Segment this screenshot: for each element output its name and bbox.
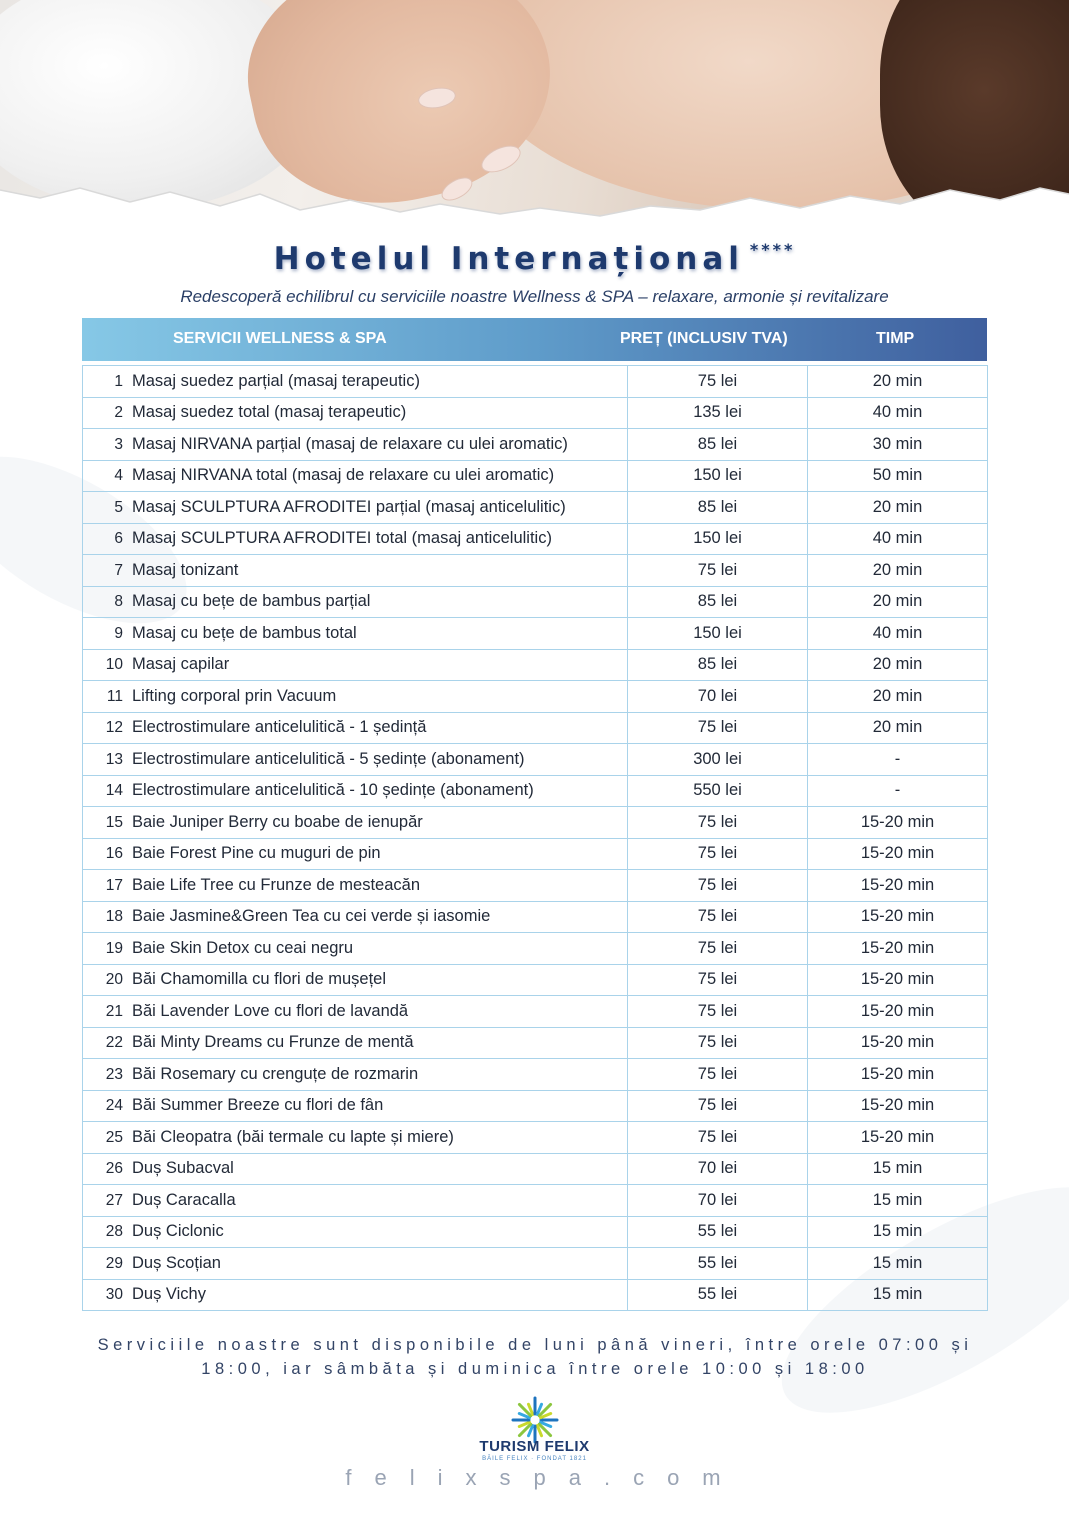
- price-cell: 75 lei: [628, 1059, 808, 1091]
- row-number: 23: [105, 1065, 123, 1083]
- service-name: Baie Juniper Berry cu boabe de ienupăr: [132, 812, 423, 831]
- service-name: Electrostimulare anticelulitică - 1 ședință: [132, 718, 427, 737]
- service-name: Masaj tonizant: [132, 560, 239, 579]
- header-service: SERVICII WELLNESS & SPA: [173, 330, 387, 347]
- service-cell: [83, 838, 628, 870]
- price-cell: 150 lei: [628, 523, 808, 555]
- table-row: [83, 838, 988, 870]
- services-table: [82, 365, 988, 1311]
- table-row: [83, 807, 988, 839]
- service-cell: [83, 681, 628, 713]
- row-number: 8: [114, 593, 123, 611]
- service-cell: [83, 807, 628, 839]
- price-cell: 70 lei: [628, 1185, 808, 1217]
- time-cell: 15-20 min: [808, 901, 988, 933]
- time-cell: 15-20 min: [808, 1122, 988, 1154]
- price-cell: 75 lei: [628, 1090, 808, 1122]
- row-number: 25: [105, 1128, 123, 1146]
- price-cell: 70 lei: [628, 681, 808, 713]
- table-row: [83, 681, 988, 713]
- service-cell: [83, 1090, 628, 1122]
- time-cell: 20 min: [808, 555, 988, 587]
- time-cell: 15-20 min: [808, 996, 988, 1028]
- table-row: [83, 870, 988, 902]
- website-link[interactable]: felixspa.com: [345, 1465, 744, 1490]
- torn-paper-edge: [0, 180, 1069, 240]
- service-cell: [83, 555, 628, 587]
- table-row: [83, 933, 988, 965]
- service-cell: [83, 1027, 628, 1059]
- table-row: [83, 775, 988, 807]
- table-row: [83, 1122, 988, 1154]
- service-name: Băi Minty Dreams cu Frunze de mentă: [132, 1033, 414, 1052]
- service-name: Masaj SCULPTURA AFRODITEI parțial (masaj anticelulitic): [132, 497, 566, 516]
- row-number: 7: [114, 561, 123, 579]
- time-cell: 15-20 min: [808, 807, 988, 839]
- price-cell: 75 lei: [628, 366, 808, 398]
- time-cell: 20 min: [808, 649, 988, 681]
- table-row: [83, 1153, 988, 1185]
- time-cell: 15-20 min: [808, 870, 988, 902]
- service-name: Duș Caracalla: [132, 1190, 236, 1209]
- time-cell: -: [808, 775, 988, 807]
- service-cell: [83, 397, 628, 429]
- opening-hours-note: Serviciile noastre sunt disponibile de luni până vineri, între orele 07:00 și 18:00, iar sâmbăta și duminica între orele 10:00 și 18:00: [97, 1336, 973, 1378]
- service-name: Lifting corporal prin Vacuum: [132, 686, 337, 705]
- row-number: 9: [114, 624, 123, 642]
- service-cell: [83, 1248, 628, 1280]
- service-cell: [83, 1122, 628, 1154]
- service-name: Masaj suedez parțial (masaj terapeutic): [132, 371, 420, 390]
- service-name: Masaj NIRVANA total (masaj de relaxare cu ulei aromatic): [132, 466, 555, 485]
- service-cell: [83, 1279, 628, 1311]
- service-name: Duș Scoțian: [132, 1253, 221, 1272]
- time-cell: 15-20 min: [808, 1027, 988, 1059]
- table-row: [83, 523, 988, 555]
- table-row: [83, 1090, 988, 1122]
- table-row: [83, 996, 988, 1028]
- service-cell: [83, 1153, 628, 1185]
- price-cell: 75 lei: [628, 901, 808, 933]
- table-row: [83, 1185, 988, 1217]
- row-number: 26: [105, 1160, 123, 1178]
- table-row: [83, 712, 988, 744]
- table-row: [83, 397, 988, 429]
- price-cell: 135 lei: [628, 397, 808, 429]
- service-name: Duș Subacval: [132, 1159, 234, 1178]
- price-cell: 75 lei: [628, 555, 808, 587]
- time-cell: 15 min: [808, 1248, 988, 1280]
- row-number: 10: [105, 656, 123, 674]
- price-cell: 85 lei: [628, 429, 808, 461]
- time-cell: 15 min: [808, 1153, 988, 1185]
- header-price: PREȚ (INCLUSIV TVA): [620, 330, 788, 347]
- table-row: [83, 649, 988, 681]
- price-cell: 150 lei: [628, 618, 808, 650]
- service-cell: [83, 586, 628, 618]
- price-cell: 75 lei: [628, 1122, 808, 1154]
- price-cell: 75 lei: [628, 996, 808, 1028]
- service-name: Baie Jasmine&Green Tea cu cei verde și iasomie: [132, 907, 491, 926]
- row-number: 6: [114, 530, 123, 548]
- service-name: Băi Lavender Love cu flori de lavandă: [132, 1001, 409, 1020]
- row-number: 17: [105, 876, 123, 894]
- service-cell: [83, 901, 628, 933]
- table-row: [83, 901, 988, 933]
- table-row: [83, 366, 988, 398]
- row-number: 12: [105, 719, 123, 737]
- time-cell: 15-20 min: [808, 1059, 988, 1091]
- service-name: Masaj suedez total (masaj terapeutic): [132, 403, 407, 422]
- time-cell: 30 min: [808, 429, 988, 461]
- row-number: 24: [105, 1097, 123, 1115]
- row-number: 13: [105, 750, 123, 768]
- price-cell: 55 lei: [628, 1216, 808, 1248]
- service-name: Băi Chamomilla cu flori de mușețel: [132, 970, 387, 989]
- row-number: 4: [114, 467, 123, 485]
- table-row: [83, 964, 988, 996]
- service-cell: [83, 775, 628, 807]
- service-name: Electrostimulare anticelulitică - 10 ședințe (abonament): [132, 781, 534, 800]
- table-row: [83, 460, 988, 492]
- table-row: [83, 555, 988, 587]
- time-cell: 20 min: [808, 366, 988, 398]
- service-name: Băi Summer Breeze cu flori de fân: [132, 1096, 384, 1115]
- price-cell: 55 lei: [628, 1248, 808, 1280]
- time-cell: 40 min: [808, 397, 988, 429]
- service-cell: [83, 870, 628, 902]
- service-name: Băi Rosemary cu crenguțe de rozmarin: [132, 1064, 419, 1083]
- table-row: [83, 744, 988, 776]
- table-row: [83, 429, 988, 461]
- time-cell: 40 min: [808, 523, 988, 555]
- table-row: [83, 1216, 988, 1248]
- time-cell: 15-20 min: [808, 933, 988, 965]
- table-row: [83, 586, 988, 618]
- row-number: 2: [114, 404, 123, 422]
- price-cell: 300 lei: [628, 744, 808, 776]
- time-cell: 20 min: [808, 586, 988, 618]
- price-cell: 55 lei: [628, 1279, 808, 1311]
- row-number: 5: [114, 498, 123, 516]
- logo-name: TURISM FELIX: [479, 1438, 590, 1455]
- row-number: 27: [105, 1191, 123, 1209]
- table-row: [83, 1027, 988, 1059]
- row-number: 1: [114, 372, 123, 390]
- service-name: Masaj NIRVANA parțial (masaj de relaxare cu ulei aromatic): [132, 434, 568, 453]
- service-name: Duș Ciclonic: [132, 1222, 224, 1241]
- time-cell: 15-20 min: [808, 1090, 988, 1122]
- row-number: 21: [105, 1002, 123, 1020]
- time-cell: 15 min: [808, 1279, 988, 1311]
- header-time: TIMP: [876, 330, 915, 347]
- time-cell: 40 min: [808, 618, 988, 650]
- price-cell: 85 lei: [628, 649, 808, 681]
- service-name: Baie Forest Pine cu muguri de pin: [132, 844, 381, 863]
- table-row: [83, 618, 988, 650]
- service-cell: [83, 933, 628, 965]
- service-name: Duș Vichy: [132, 1285, 206, 1304]
- price-cell: 70 lei: [628, 1153, 808, 1185]
- time-cell: 20 min: [808, 492, 988, 524]
- price-cell: 550 lei: [628, 775, 808, 807]
- time-cell: 15 min: [808, 1216, 988, 1248]
- page-subtitle: Redescoperă echilibrul cu serviciile noastre Wellness & SPA – relaxare, armonie și revitalizare: [180, 287, 889, 306]
- service-cell: [83, 1216, 628, 1248]
- time-cell: 15-20 min: [808, 964, 988, 996]
- service-cell: [83, 1185, 628, 1217]
- price-cell: 85 lei: [628, 586, 808, 618]
- table-header: [82, 318, 987, 361]
- service-name: Masaj cu bețe de bambus parțial: [132, 592, 371, 611]
- row-number: 16: [105, 845, 123, 863]
- service-name: Baie Skin Detox cu ceai negru: [132, 938, 354, 957]
- service-cell: [83, 712, 628, 744]
- table-row: [83, 1248, 988, 1280]
- service-name: Baie Life Tree cu Frunze de mesteacăn: [132, 875, 420, 894]
- row-number: 19: [105, 939, 123, 957]
- service-name: Masaj capilar: [132, 655, 230, 674]
- table-row: [83, 492, 988, 524]
- service-name: Masaj cu bețe de bambus total: [132, 623, 357, 642]
- time-cell: 15 min: [808, 1185, 988, 1217]
- time-cell: 20 min: [808, 681, 988, 713]
- price-cell: 75 lei: [628, 807, 808, 839]
- service-cell: [83, 492, 628, 524]
- service-name: Băi Cleopatra (băi termale cu lapte și miere): [132, 1127, 454, 1146]
- row-number: 3: [114, 435, 123, 453]
- service-cell: [83, 618, 628, 650]
- service-name: Electrostimulare anticelulitică - 5 ședințe (abonament): [132, 749, 525, 768]
- row-number: 28: [105, 1223, 123, 1241]
- price-cell: 150 lei: [628, 460, 808, 492]
- title-text: Hotelul Internațional: [273, 241, 744, 277]
- row-number: 22: [105, 1034, 123, 1052]
- price-cell: 85 lei: [628, 492, 808, 524]
- table-row: [83, 1279, 988, 1311]
- row-number: 29: [105, 1254, 123, 1272]
- service-cell: [83, 964, 628, 996]
- time-cell: 15-20 min: [808, 838, 988, 870]
- logo-tagline: BĂILE FELIX · FONDAT 1821: [482, 1456, 587, 1462]
- service-cell: [83, 523, 628, 555]
- service-cell: [83, 649, 628, 681]
- price-cell: 75 lei: [628, 870, 808, 902]
- row-number: 11: [106, 687, 123, 705]
- row-number: 20: [105, 971, 123, 989]
- row-number: 18: [105, 908, 123, 926]
- hotel-stars: ****: [749, 240, 796, 259]
- price-cell: 75 lei: [628, 712, 808, 744]
- price-cell: 75 lei: [628, 838, 808, 870]
- time-cell: 20 min: [808, 712, 988, 744]
- service-cell: [83, 366, 628, 398]
- price-cell: 75 lei: [628, 933, 808, 965]
- row-number: 30: [105, 1286, 123, 1304]
- page-title: [0, 240, 1069, 277]
- row-number: 15: [105, 813, 123, 831]
- row-number: 14: [105, 782, 123, 800]
- service-cell: [83, 429, 628, 461]
- table-row: [83, 1059, 988, 1091]
- time-cell: 50 min: [808, 460, 988, 492]
- service-cell: [83, 460, 628, 492]
- price-cell: 75 lei: [628, 964, 808, 996]
- price-cell: 75 lei: [628, 1027, 808, 1059]
- service-cell: [83, 996, 628, 1028]
- time-cell: -: [808, 744, 988, 776]
- service-cell: [83, 1059, 628, 1091]
- service-name: Masaj SCULPTURA AFRODITEI total (masaj anticelulitic): [132, 529, 552, 548]
- service-cell: [83, 744, 628, 776]
